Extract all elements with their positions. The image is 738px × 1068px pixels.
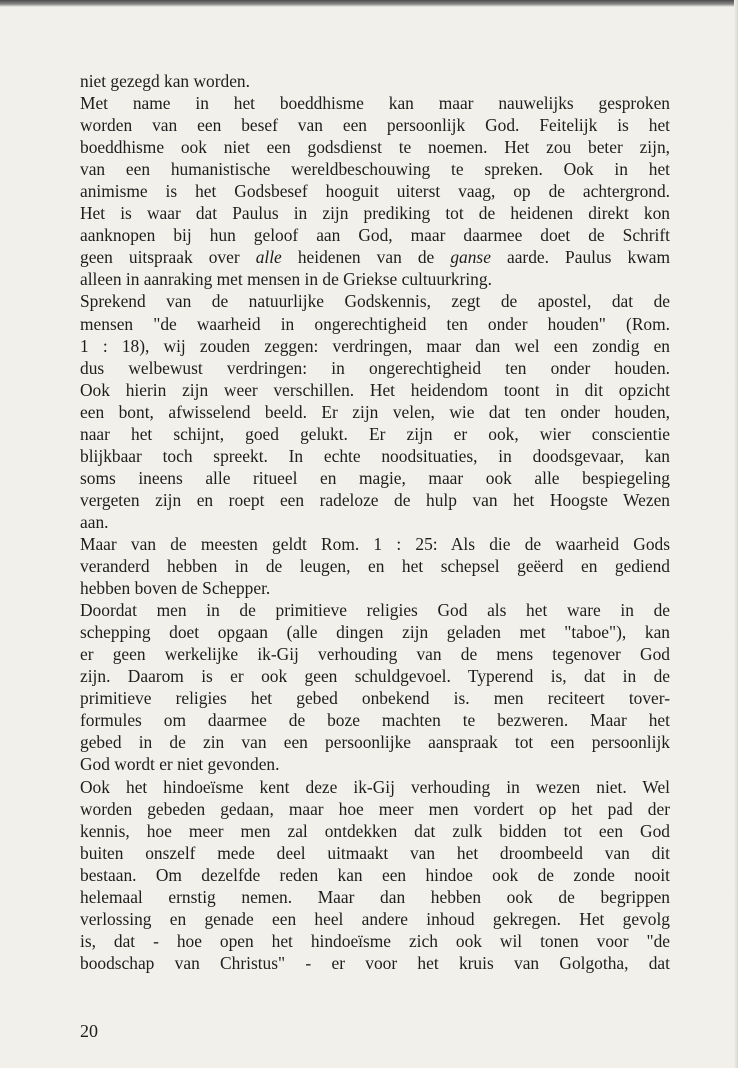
scan-right-edge [734, 0, 738, 1068]
text-line [80, 136, 670, 158]
text-segment: blijkbaar toch spreekt. In echte noodsituaties, in doodsgevaar, kan [80, 445, 670, 466]
text-segment: kennis, hoe meer men zal ontdekken dat zulk bidden tot een God [80, 820, 670, 841]
text-segment: Ook hierin zijn weer verschillen. Het heidendom toont in dit opzicht [80, 379, 670, 400]
text-segment: vergeten zijn en roept een radeloze de hulp van het Hoogste Wezen [80, 489, 670, 510]
text-segment: buiten onszelf mede deel uitmaakt van het droombeeld van dit [80, 842, 670, 863]
text-segment: er geen werkelijke ik-Gij verhouding van de mens tegenover God [80, 644, 670, 665]
text-line [80, 731, 670, 753]
text-segment: naar het schijnt, goed gelukt. Er zijn er ook, wier conscientie [80, 423, 670, 444]
text-segment: Doordat men in de primitieve religies God als het ware in de [80, 600, 670, 621]
text-line [80, 798, 670, 820]
text-segment: Het is waar dat Paulus in zijn prediking tot de heidenen direkt kon [80, 203, 670, 224]
text-line [80, 180, 670, 202]
text-segment: aan. [80, 511, 109, 532]
text-segment: Met name in het boeddhisme kan maar nauwelijks gesproken [80, 93, 670, 114]
text-segment: verlossing en genade een heel andere inhoud gekregen. Het gevolg [80, 908, 670, 929]
text-line [80, 643, 670, 665]
text-segment: van een humanistische wereldbeschouwing te spreken. Ook in het [80, 159, 670, 180]
text-segment: veranderd hebben in de leugen, en het schepsel geëerd en gediend [80, 556, 670, 577]
text-line [80, 908, 670, 930]
text-line [80, 930, 670, 952]
text-line [80, 379, 670, 401]
text-line [80, 489, 670, 511]
text-line [80, 114, 670, 136]
text-segment: bestaan. Om dezelfde reden kan een hindoe ook de zonde nooit [80, 864, 670, 885]
text-line [80, 687, 670, 709]
text-line [80, 842, 670, 864]
text-line [80, 776, 670, 798]
text-segment: heidenen van de [281, 247, 451, 268]
text-segment: animisme is het Godsbesef hooguit uiterst vaag, op de achtergrond. [80, 181, 670, 202]
text-segment: God wordt er niet gevonden. [80, 754, 280, 775]
text-line [80, 335, 670, 357]
text-line [80, 533, 670, 555]
text-segment: mensen "de waarheid in ongerechtigheid ten onder houden" (Rom. [80, 313, 670, 334]
text-segment: een bont, afwisselend beeld. Er zijn velen, wie dat ten onder houden, [80, 401, 670, 422]
text-line [80, 577, 670, 599]
text-line [80, 202, 670, 224]
text-line [80, 665, 670, 687]
text-segment: gebed in de zin van een persoonlijke aanspraak tot een persoonlijk [80, 732, 670, 753]
text-segment: is, dat - hoe open het hindoeïsme zich ook wil tonen voor "de [80, 930, 670, 951]
emphasis-text: ganse [450, 247, 491, 268]
text-segment: niet gezegd kan worden. [80, 71, 250, 91]
text-segment: schepping doet opgaan (alle dingen zijn geladen met "taboe"), kan [80, 622, 670, 643]
text-line [80, 423, 670, 445]
text-segment: boodschap van Christus" - er voor het kruis van Golgotha, dat [80, 952, 670, 973]
text-line [80, 820, 670, 842]
text-line [80, 70, 670, 92]
text-line [80, 290, 670, 312]
text-segment: formules om daarmee de boze machten te bezweren. Maar het [80, 710, 670, 731]
text-segment: Ook het hindoeïsme kent deze ik-Gij verhouding in wezen niet. Wel [80, 776, 670, 797]
text-line [80, 864, 670, 886]
text-line [80, 445, 670, 467]
text-segment: worden gebeden gedaan, maar hoe meer men vordert op het pad der [80, 798, 670, 819]
text-line [80, 886, 670, 908]
text-line [80, 511, 670, 533]
text-segment: 1 : 18), wij zouden zeggen: verdringen, maar dan wel een zondig en [80, 335, 670, 356]
text-line [80, 952, 670, 974]
text-segment: alleen in aanraking met mensen in de Griekse cultuurkring. [80, 269, 492, 290]
text-line [80, 246, 670, 268]
page-number: 20 [80, 1021, 98, 1041]
text-line [80, 224, 670, 246]
text-segment: Maar van de meesten geldt Rom. 1 : 25: Als die de waarheid Gods [80, 533, 670, 554]
text-segment: helemaal ernstig nemen. Maar dan hebben ook de begrippen [80, 886, 670, 907]
text-segment: hebben boven de Schepper. [80, 578, 271, 599]
text-line [80, 357, 670, 379]
text-line [80, 467, 670, 489]
text-segment: aanknopen bij hun geloof aan God, maar daarmee doet de Schrift [80, 225, 670, 246]
text-segment: geen uitspraak over [80, 247, 256, 268]
text-line [80, 268, 670, 290]
text-segment: dus welbewust verdringen: in ongerechtigheid ten onder houden. [80, 357, 670, 378]
text-line [80, 753, 670, 775]
text-line [80, 313, 670, 335]
text-line [80, 555, 670, 577]
text-segment: soms ineens alle ritueel en magie, maar ook alle bespiegeling [80, 467, 670, 488]
text-line [80, 709, 670, 731]
scan-top-edge [0, 0, 738, 7]
text-line [80, 158, 670, 180]
text-segment: primitieve religies het gebed onbekend is. men reciteert tover- [80, 688, 670, 709]
body-text [80, 70, 670, 974]
text-segment: Sprekend van de natuurlijke Godskennis, zegt de apostel, dat de [80, 291, 670, 312]
text-segment: aarde. Paulus kwam [490, 247, 670, 268]
emphasis-text: alle [255, 247, 282, 268]
text-segment: worden van een besef van een persoonlijk God. Feitelijk is het [80, 115, 670, 136]
text-line [80, 621, 670, 643]
text-segment: boeddhisme ook niet een godsdienst te noemen. Het zou beter zijn, [80, 137, 670, 158]
text-segment: zijn. Daarom is er ook geen schuldgevoel. Typerend is, dat in de [80, 666, 670, 687]
text-line [80, 92, 670, 114]
text-line [80, 401, 670, 423]
text-line [80, 599, 670, 621]
